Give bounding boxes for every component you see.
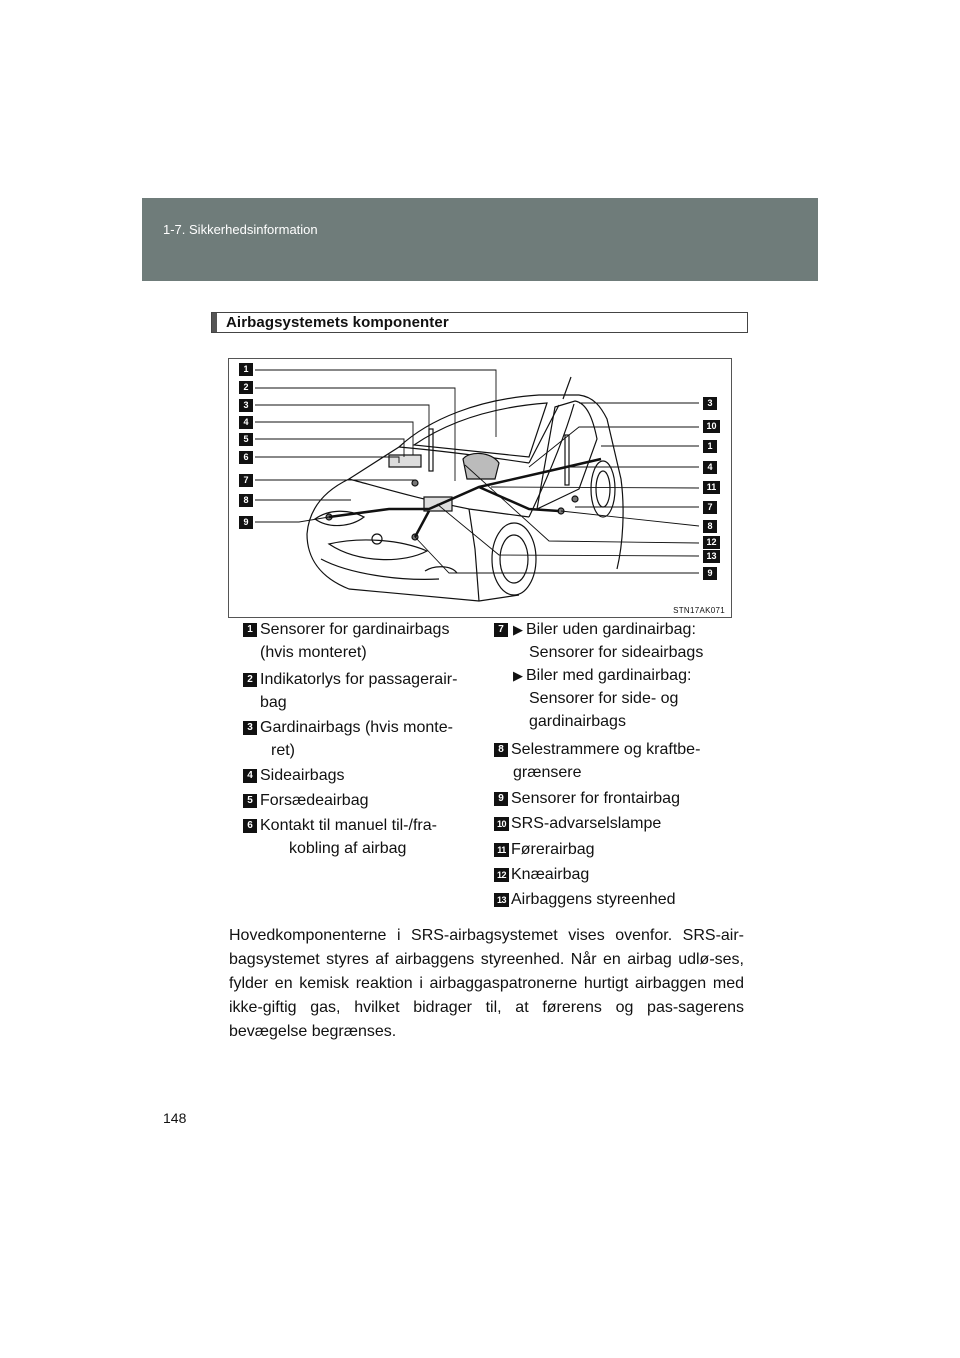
figure-label: 3 [703, 397, 717, 410]
figure-label: 6 [239, 451, 253, 464]
legend-text: kobling af airbag [289, 840, 407, 857]
figure-label: 9 [703, 567, 717, 580]
figure-label: 12 [703, 536, 720, 549]
legend-text: Førerairbag [511, 841, 595, 858]
figure-label: 3 [239, 399, 253, 412]
legend-number: 12 [494, 868, 509, 882]
figure-label: 5 [239, 433, 253, 446]
header-band [142, 198, 818, 281]
section-title-box [211, 312, 748, 333]
arrow-icon: ▶ [513, 622, 523, 637]
legend-number: 8 [494, 743, 508, 757]
legend-text: bag [260, 694, 287, 711]
legend-number: 1 [243, 623, 257, 637]
legend-text: Sensorer for sideairbags [529, 644, 704, 661]
legend-text: Biler med gardinairbag: [526, 667, 692, 684]
legend-text: gardinairbags [529, 713, 626, 730]
legend-text: Selestrammere og kraftbe- [511, 741, 701, 758]
legend-text: Forsædeairbag [260, 792, 369, 809]
legend-number: 4 [243, 769, 257, 783]
legend-text: grænsere [513, 764, 582, 781]
figure-label: 1 [703, 440, 717, 453]
car-illustration [229, 359, 732, 618]
legend-text: Sensorer for gardinairbags [260, 621, 450, 638]
figure-label: 2 [239, 381, 253, 394]
legend-number: 3 [243, 721, 257, 735]
legend-text: Airbaggens styreenhed [511, 891, 676, 908]
figure-label: 4 [703, 461, 717, 474]
legend-number: 7 [494, 623, 508, 637]
figure-label: 10 [703, 420, 720, 433]
legend-text: Kontakt til manuel til-/fra- [260, 817, 437, 834]
legend-number: 11 [494, 843, 509, 857]
legend-text: Sensorer for frontairbag [511, 790, 680, 807]
section-breadcrumb: 1-7. Sikkerhedsinformation [163, 222, 318, 237]
figure-label: 11 [703, 481, 720, 494]
legend-text: Gardinairbags (hvis monte- [260, 719, 453, 736]
legend-text: Indikatorlys for passagerair- [260, 671, 458, 688]
legend-number: 10 [494, 817, 509, 831]
figure-label: 13 [703, 550, 720, 563]
page-number: 148 [163, 1110, 187, 1126]
legend-text: Sensorer for side- og [529, 690, 679, 707]
figure-label: 8 [703, 520, 717, 533]
legend-number: 2 [243, 673, 257, 687]
figure-label: 9 [239, 516, 253, 529]
legend-number: 5 [243, 794, 257, 808]
legend-text: SRS-advarselslampe [511, 815, 662, 832]
legend-text: Knæairbag [511, 866, 590, 883]
figure-label: 8 [239, 494, 253, 507]
arrow-icon: ▶ [513, 668, 523, 683]
figure-label: 1 [239, 363, 253, 376]
legend-number: 6 [243, 819, 257, 833]
legend-number: 13 [494, 893, 509, 907]
legend-text: (hvis monteret) [260, 644, 367, 661]
legend-text: ret) [271, 742, 295, 759]
legend-number: 9 [494, 792, 508, 806]
body-paragraph: Hovedkomponenterne i SRS-airbagsystemet vises ovenfor. SRS-air-bagsystemet styres af airbaggens styreenhed. Når en airbag udlø-ses, fylder en kemisk reaktion i airbaggaspatronerne hurtigt airbaggen med ikke-giftig gas, hvilket bidrager til, at førerens og pas-sagerens bevægelse begrænses. [229, 927, 744, 1040]
figure-label: 4 [239, 416, 253, 429]
figure-code: STN17AK071 [673, 606, 725, 615]
figure-label: 7 [703, 501, 717, 514]
legend-text: Biler uden gardinairbag: [526, 621, 696, 638]
legend-text: Sideairbags [260, 767, 345, 784]
section-title-bar [212, 313, 217, 332]
figure-label: 7 [239, 474, 253, 487]
airbag-components-figure [228, 358, 732, 618]
body-text [229, 924, 744, 1044]
section-title: Airbagsystemets komponenter [226, 314, 449, 331]
